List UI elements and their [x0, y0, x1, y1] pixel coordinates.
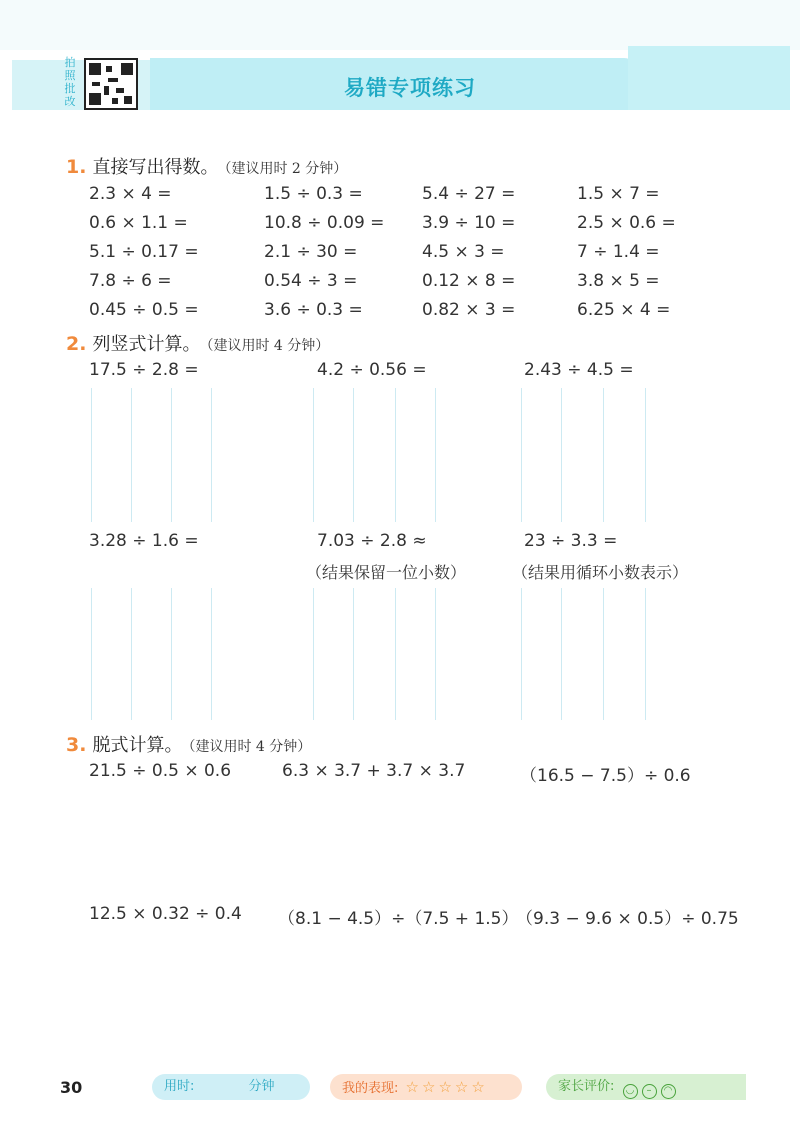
oral-problem: 10.8 ÷ 0.09 =	[264, 213, 385, 233]
qr-code-icon[interactable]	[84, 58, 138, 110]
oral-problem: 2.1 ÷ 30 =	[264, 242, 358, 262]
performance-label: 我的表现:	[342, 1081, 399, 1096]
guide-line	[561, 388, 562, 522]
rounding-note: （结果保留一位小数）	[306, 563, 467, 582]
guide-line	[561, 588, 562, 720]
oral-problem: 0.54 ÷ 3 =	[264, 271, 358, 291]
page-title: 易错专项练习	[344, 76, 476, 100]
star-icon[interactable]: ☆	[405, 1078, 419, 1096]
star-icon[interactable]: ☆	[438, 1078, 452, 1096]
time-unit: 分钟	[248, 1079, 275, 1094]
guide-line	[353, 388, 354, 522]
expression-problem: （9.3 − 9.6 × 0.5）÷ 0.75	[516, 909, 739, 929]
vertical-problem: 2.43 ÷ 4.5 =	[524, 360, 634, 380]
neutral-face-icon[interactable]: –	[642, 1084, 657, 1099]
section-1-title: 直接写出得数。	[92, 157, 219, 178]
guide-line	[603, 588, 604, 720]
section-3-heading	[66, 731, 311, 757]
guide-line	[171, 588, 172, 720]
oral-problem: 4.5 × 3 =	[422, 242, 505, 262]
guide-line	[395, 588, 396, 720]
oral-problem: 0.12 × 8 =	[422, 271, 516, 291]
oral-problem: 0.45 ÷ 0.5 =	[89, 300, 199, 320]
time-box	[152, 1074, 310, 1100]
banner-right	[628, 46, 790, 110]
oral-problem: 2.3 × 4 =	[89, 184, 172, 204]
guide-line	[353, 588, 354, 720]
guide-line	[435, 388, 436, 522]
guide-line	[131, 588, 132, 720]
page-number: 30	[60, 1078, 83, 1097]
repeating-decimal-note: （结果用循环小数表示）	[512, 563, 689, 582]
oral-problem: 1.5 ÷ 0.3 =	[264, 184, 363, 204]
guide-line	[211, 388, 212, 522]
star-icon[interactable]: ☆	[471, 1078, 485, 1096]
guide-line	[645, 388, 646, 522]
oral-problem: 3.8 × 5 =	[577, 271, 660, 291]
expression-problem: （16.5 − 7.5）÷ 0.6	[520, 766, 691, 786]
expression-problem: 21.5 ÷ 0.5 × 0.6	[89, 761, 232, 781]
guide-line	[91, 588, 92, 720]
guide-line	[603, 388, 604, 522]
oral-problem: 7.8 ÷ 6 =	[89, 271, 172, 291]
star-icon[interactable]: ☆	[454, 1078, 469, 1096]
vertical-problem: 3.28 ÷ 1.6 =	[89, 531, 199, 551]
vertical-problem: 7.03 ÷ 2.8 ≈	[317, 531, 427, 551]
section-2-hint: （建议用时 4 分钟）	[206, 338, 330, 354]
section-3-hint: （建议用时 4 分钟）	[188, 739, 312, 755]
section-3-title: 脱式计算。	[92, 735, 183, 756]
oral-problem: 6.25 × 4 =	[577, 300, 671, 320]
guide-line	[313, 588, 314, 720]
parent-evaluation-box	[546, 1074, 746, 1100]
performance-box	[330, 1074, 522, 1100]
vertical-problem: 23 ÷ 3.3 =	[524, 531, 618, 551]
guide-line	[435, 588, 436, 720]
oral-problem: 3.9 ÷ 10 =	[422, 213, 516, 233]
guide-line	[521, 588, 522, 720]
qr-label: 拍照批改	[64, 56, 76, 108]
section-1-hint: （建议用时 2 分钟）	[224, 161, 348, 177]
oral-problem: 0.6 × 1.1 =	[89, 213, 188, 233]
oral-problem: 5.4 ÷ 27 =	[422, 184, 516, 204]
expression-problem: （8.1 − 4.5）÷（7.5 + 1.5）	[278, 909, 519, 929]
sad-face-icon[interactable]: ◠	[661, 1084, 676, 1099]
guide-line	[91, 388, 92, 522]
guide-line	[171, 388, 172, 522]
top-band	[0, 0, 800, 50]
expression-problem: 12.5 × 0.32 ÷ 0.4	[89, 904, 242, 924]
guide-line	[211, 588, 212, 720]
guide-line	[313, 388, 314, 522]
section-1-heading	[66, 153, 347, 179]
guide-line	[645, 588, 646, 720]
oral-problem: 3.6 ÷ 0.3 =	[264, 300, 363, 320]
expression-problem: 6.3 × 3.7 + 3.7 × 3.7	[282, 761, 466, 781]
vertical-problem: 4.2 ÷ 0.56 =	[317, 360, 427, 380]
oral-problem: 5.1 ÷ 0.17 =	[89, 242, 199, 262]
section-3-number: 3.	[66, 734, 87, 756]
section-1-number: 1.	[66, 156, 87, 178]
parent-label: 家长评价:	[558, 1079, 615, 1094]
section-2-number: 2.	[66, 333, 87, 355]
time-label: 用时:	[164, 1079, 195, 1094]
section-2-heading	[66, 330, 329, 356]
oral-problem: 7 ÷ 1.4 =	[577, 242, 660, 262]
oral-problem: 1.5 × 7 =	[577, 184, 660, 204]
guide-line	[131, 388, 132, 522]
guide-line	[521, 388, 522, 522]
star-icon[interactable]: ☆	[421, 1078, 436, 1096]
oral-problem: 2.5 × 0.6 =	[577, 213, 676, 233]
guide-line	[395, 388, 396, 522]
oral-problem: 0.82 × 3 =	[422, 300, 516, 320]
vertical-problem: 17.5 ÷ 2.8 =	[89, 360, 199, 380]
section-2-title: 列竖式计算。	[92, 334, 201, 355]
smile-face-icon[interactable]: ◡	[623, 1084, 638, 1099]
